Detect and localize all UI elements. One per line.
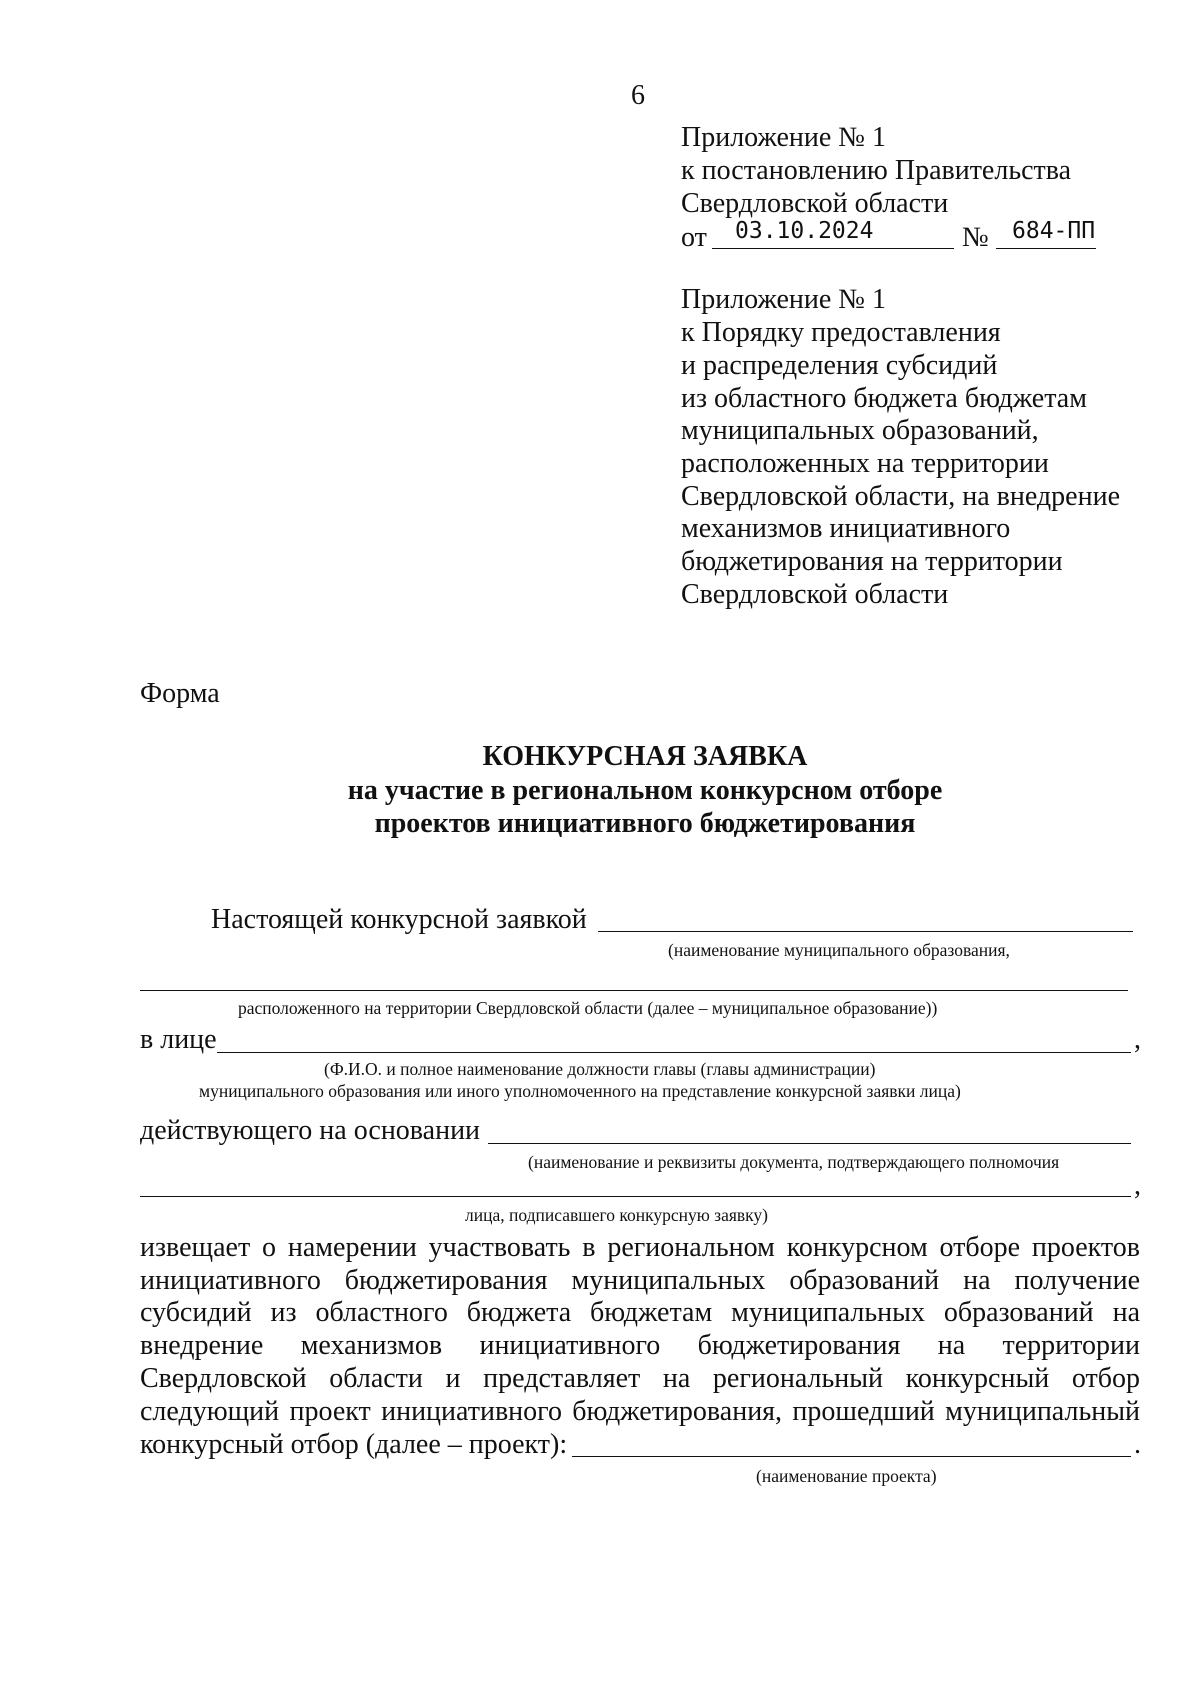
appendix-line: и распределения субсидий [681,350,998,381]
header-line: Свердловской области [681,188,949,219]
field-label: действующего на основании [140,1115,481,1146]
field-hint: муниципального образования или иного уполномоченного на представление конкурсной заявки лица) [199,1081,961,1101]
date-value: 03.10.2024 [735,218,874,244]
body-line: внедрение механизмов инициативного бюджетирования на территории [140,1330,1140,1361]
field-underline [598,931,1133,932]
form-label: Форма [140,678,220,709]
body-line: извещает о намерении участвовать в региональном конкурсном отборе проектов [140,1232,1140,1263]
appendix-line: Приложение № 1 [681,284,886,315]
number-underline [996,248,1096,249]
appendix-line: расположенных на территории [681,448,1049,479]
appendix-line: Свердловской области [681,579,949,610]
field-hint: расположенного на территории Свердловской области (далее – муниципальное образование)) [238,998,938,1018]
date-prefix: от [681,222,707,253]
field-underline [217,1052,1131,1053]
field-comma: , [1134,1170,1141,1201]
title-line: проектов инициативного бюджетирования [374,808,916,839]
appendix-line: Свердловской области, на внедрение [681,481,1121,512]
date-underline [712,248,954,249]
body-line: Свердловской области и представляет на региональный конкурсный отбор [140,1363,1140,1394]
field-hint: (наименование и реквизиты документа, подтверждающего полномочия [528,1152,1060,1172]
appendix-line: механизмов инициативного [681,513,1011,544]
field-underline [140,1196,1131,1197]
body-line: инициативного бюджетирования муниципальных образований на получение [140,1265,1140,1296]
field-hint: лица, подписавшего конкурсную заявку) [465,1205,768,1225]
body-line: следующий проект инициативного бюджетирования, прошедший муниципальный [140,1396,1140,1427]
field-label: в лице [140,1024,217,1055]
body-last-line: конкурсный отбор (далее – проект): [140,1429,568,1460]
page-number: 6 [631,80,645,111]
field-hint: (наименование проекта) [756,1466,937,1486]
header-line: Приложение № 1 [681,122,886,153]
field-comma: , [1134,1024,1141,1055]
appendix-line: муниципальных образований, [681,415,1039,446]
title-line: на участие в региональном конкурсном отборе [347,775,943,806]
field-hint: (Ф.И.О. и полное наименование должности главы (главы администрации) [324,1059,876,1079]
field-label: Настоящей конкурсной заявкой [211,904,587,935]
title-line: КОНКУРСНАЯ ЗАЯВКА [482,741,808,772]
field-hint: (наименование муниципального образования, [668,940,1010,960]
appendix-line: к Порядку предоставления [681,317,1001,348]
number-value: 684-ПП [1012,218,1096,244]
header-line: к постановлению Правительства [681,155,1072,186]
field-underline [140,990,1128,991]
appendix-line: бюджетирования на территории [681,546,1063,577]
body-line: субсидий из областного бюджета бюджетам муниципальных образований на [140,1297,1140,1328]
appendix-line: из областного бюджета бюджетам [681,383,1087,414]
project-name-underline [572,1456,1131,1457]
field-underline [488,1143,1131,1144]
number-prefix: № [962,222,989,253]
body-last-period: . [1134,1429,1141,1460]
